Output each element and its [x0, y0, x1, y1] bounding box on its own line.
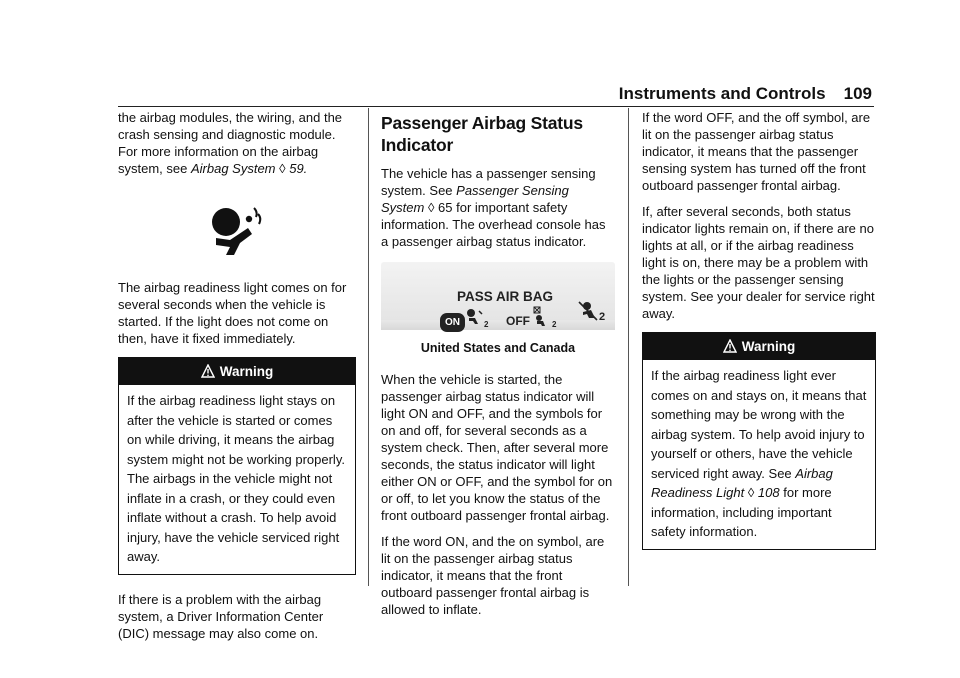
passenger-on-symbol-icon [465, 308, 493, 328]
cross-reference-link[interactable]: Airbag Readiness Light [651, 465, 833, 500]
warning-triangle-icon [723, 339, 737, 353]
paragraph: The vehicle has a passenger sensing system. See Passenger Sensing System ◊ 65 for important safety information. The overhead console has a passenger airbag status indicator. [381, 166, 606, 249]
off-indicator: OFF [506, 314, 530, 328]
section-title: Instruments and Controls [618, 84, 826, 103]
warning-body: If the airbag readiness light ever comes on and stays on, it means that something may be wrong with the airbag system. To help avoid injury to yourself or others, have the vehicle serviced right away. See Airbag Readiness Light ◊ 108 for more information, including important safety information. [651, 368, 867, 539]
cross-reference-link[interactable]: Airbag System [190, 161, 276, 176]
warning-box [642, 332, 876, 550]
page-reference: 108 [757, 485, 780, 500]
passenger-airbag-indicator-image [381, 262, 615, 330]
figure-caption: United States and Canada [420, 341, 576, 355]
warning-title: Warning [741, 339, 796, 354]
page-number: 109 [843, 84, 872, 103]
page-ref-arrow-icon: ◊ [427, 200, 435, 215]
paragraph: The airbag readiness light comes on for several seconds when the vehicle is started. If the light does not come on then, have it fixed immediately. [118, 280, 347, 346]
svg-text:2: 2 [552, 320, 557, 328]
svg-text:2: 2 [484, 320, 489, 328]
column-3 [642, 109, 876, 566]
svg-text:2: 2 [599, 311, 606, 323]
column-divider [628, 108, 629, 586]
airbag-readiness-light-icon [204, 203, 266, 261]
paragraph: If, after several seconds, both status indicator lights remain on, if there are no lights at all, or if the airbag readiness light is on, there may be a problem with the lights or the passenger sensing system. See your dealer for service right away. [642, 204, 875, 321]
passenger-off-symbol-icon [533, 306, 561, 328]
warning-body: If the airbag readiness light stays on after the vehicle is started or comes on while driving, it means the airbag system might not be working properly. The airbags in the vehicle might not inflate in a crash, or they could even inflate without a crash. To help avoid injury, have the vehicle serviced right away. [127, 393, 345, 564]
running-header [619, 84, 872, 104]
warning-header [119, 358, 355, 385]
page-reference: 59. [289, 161, 308, 176]
paragraph: If there is a problem with the airbag system, a Driver Information Center (DIC) message may also come on. [118, 591, 324, 641]
warning-header [643, 333, 875, 360]
airbag-off-symbol-icon [577, 300, 609, 324]
cross-reference-link[interactable]: Passenger Sensing System [381, 183, 569, 215]
column-1 [118, 109, 356, 651]
section-heading: Passenger Airbag Status Indicator [381, 113, 583, 155]
paragraph: When the vehicle is started, the passenger airbag status indicator will light ON and OFF, and the symbols for on and off, for several seconds as a system check. Then, after several more seconds, the status indicator will light either ON or OFF, and the symbol for on or off, to let you know the status of the front outboard passenger frontal airbag. [381, 372, 613, 523]
warning-box [118, 357, 356, 575]
column-2 [381, 109, 615, 627]
paragraph: If the word ON, and the on symbol, are lit on the passenger airbag status indicator, it means that the front outboard passenger frontal airbag is allowed to inflate. [381, 534, 605, 617]
warning-title: Warning [219, 364, 274, 379]
warning-triangle-icon [201, 364, 215, 378]
paragraph: the airbag modules, the wiring, and the crash sensing and diagnostic module. For more information on the airbag system, see Airbag System ◊ 59. [118, 110, 343, 176]
page-ref-arrow-icon: ◊ [747, 485, 755, 500]
panel-label: PASS AIR BAG [457, 289, 554, 304]
paragraph: If the word OFF, and the off symbol, are lit on the passenger airbag status indicator, it means that the passenger sensing system has turned off the front outboard passenger frontal airbag. [642, 110, 871, 193]
page-ref-arrow-icon: ◊ [279, 161, 286, 176]
column-divider [368, 108, 369, 586]
header-rule [118, 106, 874, 107]
on-indicator: ON [440, 313, 465, 332]
